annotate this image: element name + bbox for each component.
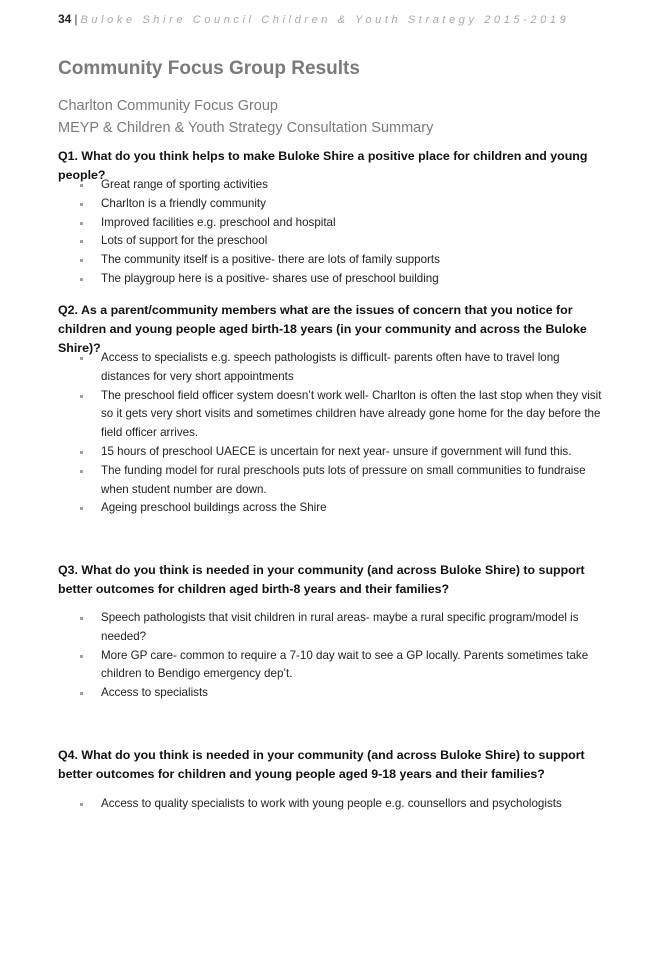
answers-4 (58, 795, 603, 814)
header-separator: | (74, 12, 78, 26)
list-item: Ageing preschool buildings across the Shire (58, 499, 603, 518)
question-1: Q1. What do you think helps to make Buloke Shire a positive place for children and young people? (58, 149, 588, 182)
list-item: Charlton is a friendly community (58, 195, 603, 214)
list-item: Access to specialists (58, 684, 603, 703)
page-title: Community Focus Group Results (58, 58, 360, 79)
question-4: Q4. What do you think is needed in your community (and across Buloke Shire) to support better outcomes for children and young people aged 9-18 years and their families? (58, 748, 585, 781)
page-header (58, 12, 569, 26)
running-title: Buloke Shire Council Children & Youth Strategy 2015-2019 (80, 14, 570, 26)
list-item: The playgroup here is a positive- shares use of preschool building (58, 270, 603, 289)
list-item: The funding model for rural preschools puts lots of pressure on small communities to fundraise when student number are down. (58, 462, 603, 500)
list-item: The community itself is a positive- there are lots of family supports (58, 251, 603, 270)
list-item: Lots of support for the preschool (58, 232, 603, 251)
answers-2 (58, 349, 603, 518)
focus-group-name: Charlton Community Focus Group (58, 98, 278, 114)
consultation-summary-title: MEYP & Children & Youth Strategy Consultation Summary (58, 120, 434, 136)
page-number: 34 (58, 12, 72, 26)
list-item: Improved facilities e.g. preschool and hospital (58, 214, 603, 233)
list-item: The preschool field officer system doesn’t work well- Charlton is often the last stop when they visit so it gets very short visits and sometimes children have already gone home for the day before the field officer arrives. (58, 387, 603, 443)
answers-1 (58, 176, 603, 289)
list-item: More GP care- common to require a 7-10 day wait to see a GP locally. Parents sometimes take children to Bendigo emergency dep’t. (58, 647, 603, 685)
list-item: Speech pathologists that visit children in rural areas- maybe a rural specific program/model is needed? (58, 609, 603, 647)
question-2: Q2. As a parent/community members what are the issues of concern that you notice for children and young people aged birth-18 years (in your community and across the Buloke Shire)? (58, 303, 587, 355)
list-item: Access to quality specialists to work with young people e.g. counsellors and psychologists (58, 795, 603, 814)
question-3: Q3. What do you think is needed in your community (and across Buloke Shire) to support better outcomes for children aged birth-8 years and their families? (58, 563, 585, 596)
list-item: 15 hours of preschool UAECE is uncertain for next year- unsure if government will fund this. (58, 443, 603, 462)
list-item: Great range of sporting activities (58, 176, 603, 195)
list-item: Access to specialists e.g. speech pathologists is difficult- parents often have to travel long distances for very short appointments (58, 349, 603, 387)
answers-3 (58, 609, 603, 703)
subtitles (58, 95, 433, 139)
